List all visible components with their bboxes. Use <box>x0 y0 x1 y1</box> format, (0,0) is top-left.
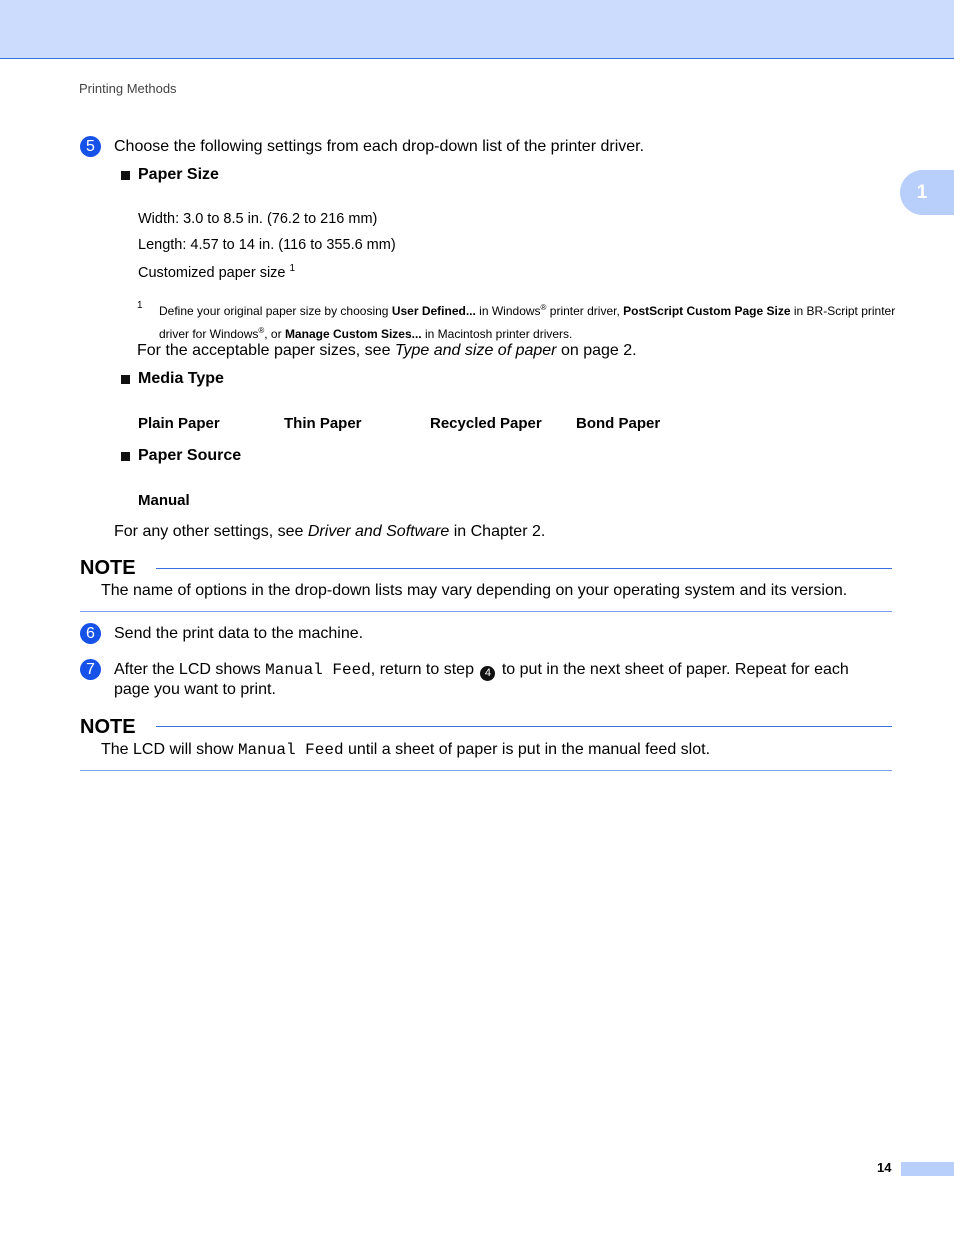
text-part: The LCD will show <box>101 741 238 758</box>
media-option-recycled: Recycled Paper <box>430 415 542 432</box>
media-type-heading <box>121 370 224 388</box>
footnote-bold: PostScript Custom Page Size <box>623 304 791 318</box>
footnote-part: in Windows <box>475 304 541 318</box>
note-1-top-rule <box>156 568 892 569</box>
step-7-line2: page you want to print. <box>114 681 276 698</box>
paper-source-value: Manual <box>138 492 190 509</box>
paper-size-heading <box>121 166 219 184</box>
page-number: 14 <box>877 1160 892 1175</box>
text-part: to put in the next sheet of paper. Repeat for each <box>497 661 849 678</box>
step-6-number: 6 <box>80 623 101 644</box>
media-option-plain: Plain Paper <box>138 415 220 432</box>
text-part: until a sheet of paper is put in the manual feed slot. <box>343 741 711 758</box>
paper-width: Width: 3.0 to 8.5 in. (76.2 to 216 mm) <box>138 211 378 227</box>
step-6-text: Send the print data to the machine. <box>114 625 364 642</box>
paper-source-label: Paper Source <box>138 447 242 464</box>
media-type-label: Media Type <box>138 370 224 387</box>
step-5-number: 5 <box>80 136 101 157</box>
footnote-part: , or <box>264 327 285 341</box>
driver-software-link[interactable]: Driver and Software <box>307 523 450 540</box>
page-number-bar <box>901 1162 954 1176</box>
step-5-text: Choose the following settings from each drop-down list of the printer driver. <box>114 138 645 155</box>
step-7-text <box>114 661 904 681</box>
registered-mark: ® <box>258 326 265 335</box>
chapter-tab: 1 <box>900 170 954 215</box>
paper-source-heading <box>121 447 241 465</box>
bullet-square-icon <box>121 375 130 384</box>
text-part: on page 2. <box>556 342 637 359</box>
footnote-part: in Macintosh printer drivers. <box>421 327 573 341</box>
paper-size-label: Paper Size <box>138 166 219 183</box>
note-1-bottom-rule <box>80 611 892 612</box>
note-2-bottom-rule <box>80 770 892 771</box>
note-2-top-rule <box>156 726 892 727</box>
customized-paper-size <box>138 263 295 281</box>
note-1-title: NOTE <box>80 557 136 579</box>
text-part: After the LCD shows <box>114 661 266 678</box>
header-band <box>0 0 954 59</box>
footnote-ref: 1 <box>289 263 296 274</box>
text-part: For any other settings, see <box>114 523 308 540</box>
paper-length: Length: 4.57 to 14 in. (116 to 355.6 mm) <box>138 237 396 253</box>
customized-label: Customized paper size <box>138 264 286 281</box>
step-7-number: 7 <box>80 659 101 680</box>
note-1-text: The name of options in the drop-down lists may vary depending on your operating system and its version. <box>101 582 848 599</box>
text-part: For the acceptable paper sizes, see <box>137 342 395 359</box>
footnote-part: printer driver, <box>546 304 624 318</box>
registered-mark: ® <box>540 303 547 312</box>
breadcrumb: Printing Methods <box>79 81 177 96</box>
note-2-text <box>101 741 901 759</box>
footnote-number: 1 <box>137 300 143 311</box>
footnote-text <box>159 298 899 344</box>
media-option-bond: Bond Paper <box>576 415 661 432</box>
bullet-square-icon <box>121 452 130 461</box>
footnote-part: in BR-Script printer driver for Windows <box>159 304 896 341</box>
text-part: in Chapter 2. <box>449 523 546 540</box>
footnote-bold: User Defined... <box>391 304 476 318</box>
footnote-part: Define your original paper size by choosing <box>159 304 392 318</box>
step-ref-icon: 4 <box>480 666 495 681</box>
note-2-title: NOTE <box>80 716 136 738</box>
other-settings-text <box>114 523 545 541</box>
text-part: , return to step <box>370 661 479 678</box>
type-and-size-link[interactable]: Type and size of paper <box>394 342 557 359</box>
footnote-bold: Manage Custom Sizes... <box>284 327 422 341</box>
media-option-thin: Thin Paper <box>284 415 362 432</box>
bullet-square-icon <box>121 171 130 180</box>
lcd-message: Manual Feed <box>265 661 371 679</box>
lcd-message: Manual Feed <box>237 741 344 759</box>
acceptable-sizes-text <box>137 342 637 360</box>
